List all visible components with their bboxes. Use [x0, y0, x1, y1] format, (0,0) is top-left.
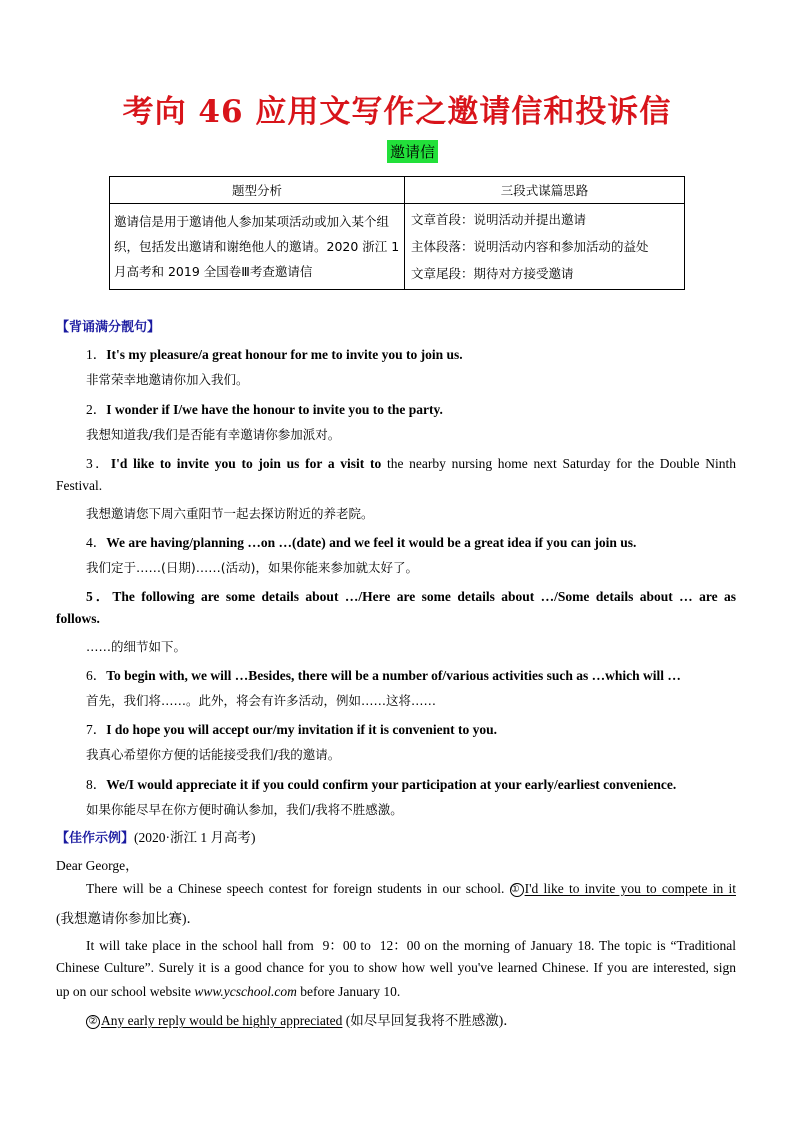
item-number: 4．	[86, 535, 107, 550]
letter-greeting: Dear George，	[56, 858, 139, 873]
page-title: 考向 46 应用文写作之邀请信和投诉信	[122, 94, 672, 130]
sentence-en-continued: Festival.	[56, 478, 103, 493]
annotation-zh: (我想邀请你参加比赛)．	[56, 911, 200, 926]
sentence-zh: 非常荣幸地邀请你加入我们。	[86, 372, 249, 387]
paragraph-line	[56, 984, 400, 1000]
annotation-zh: (如尽早回复我将不胜感激)．	[342, 1013, 517, 1028]
list-item	[86, 343, 463, 363]
letter-paragraph-2	[86, 934, 736, 954]
section-heading: 【佳作示例】	[56, 831, 135, 846]
list-item	[86, 452, 736, 472]
analysis-cell: 邀请信是用于邀请他人参加某项活动或加入某个组织，包括发出邀请和谢绝他人的邀请。2020 浙江 1 月高考和 2019 全国卷Ⅲ考查邀请信	[110, 204, 405, 290]
section-heading: 【背诵满分靓句】	[56, 320, 161, 335]
analysis-table	[109, 176, 685, 290]
website-text: www.ycschool.com	[194, 984, 297, 999]
item-number: 1．	[86, 347, 107, 362]
list-item	[86, 718, 497, 738]
sentence-en-continued: follows.	[56, 611, 100, 626]
sentence-en: It's my pleasure/a great honour for me to invite you to join us.	[106, 347, 463, 362]
table-row	[110, 204, 685, 290]
sentence-en: I do hope you will accept our/my invitation if it is convenient to you.	[106, 722, 498, 737]
structure-line: 文章首段：说明活动并提出邀请	[411, 212, 587, 227]
item-number: 3．	[86, 456, 111, 471]
item-number: 8．	[86, 777, 107, 792]
time-end: 12：00	[379, 938, 421, 953]
section-heading-row	[56, 826, 256, 846]
table-header: 题型分析	[110, 177, 405, 204]
sentence-zh: 首先，我们将……。此外，将会有许多活动，例如……这将……	[86, 693, 437, 708]
sentence-en: The following are some details about …/Here are some details about …/Some details about … are as	[112, 589, 737, 604]
paragraph-text: up on our school website	[56, 984, 195, 999]
paragraph-text: It will take place in the school hall from	[86, 938, 314, 953]
letter-paragraph-1	[86, 881, 736, 897]
item-number: 6．	[86, 668, 107, 683]
structure-cell	[405, 204, 685, 290]
sentence-zh: 如果你能尽早在你方便时确认参加，我们/我将不胜感激。	[86, 802, 403, 817]
section-source: (2020·浙江 1 月高考)	[134, 830, 256, 845]
circled-number-2: ②	[86, 1015, 100, 1029]
sentence-en: We are having/planning …on …(date) and we feel it would be a great idea if you can join us.	[106, 535, 637, 550]
list-item	[86, 398, 443, 418]
paragraph-line: Chinese Culture”. Surely it is a good chance for you to show how well you've learned Chinese. If you are interested, sign	[56, 960, 736, 975]
sentence-en-rest: the nearby nursing home next Saturday for the Double Ninth	[381, 456, 736, 471]
sentence-en-bold: I'd like to invite you to join us for a visit to	[110, 456, 382, 471]
sentence-zh: 我们定于……(日期)……(活动)，如果你能来参加就太好了。	[86, 560, 419, 575]
sentence-zh: ……的细节如下。	[86, 639, 187, 654]
structure-line: 文章尾段：期待对方接受邀请	[411, 266, 574, 281]
item-number: 5．	[86, 589, 113, 604]
time-start: 9：00	[322, 938, 357, 953]
letter-paragraph-3	[86, 1009, 517, 1029]
sentence-en: We/I would appreciate it if you could confirm your participation at your early/earliest convenience.	[106, 777, 677, 792]
list-item	[86, 664, 681, 684]
sentence-zh: 我想知道我/我们是否能有幸邀请你参加派对。	[86, 427, 341, 442]
table-header: 三段式谋篇思路	[405, 177, 685, 204]
section-tag: 邀请信	[387, 140, 438, 163]
paragraph-text: to	[360, 938, 371, 953]
sentence-zh: 我真心希望你方便的话能接受我们/我的邀请。	[86, 747, 341, 762]
paragraph-text: on the morning of January 18. The topic is “Traditional	[424, 938, 737, 953]
circled-number-1: ①	[510, 883, 524, 897]
list-item	[86, 585, 736, 605]
sentence-en: To begin with, we will …Besides, there will be a number of/various activities such as …which will …	[106, 668, 681, 683]
item-number: 7．	[86, 722, 107, 737]
sentence-en: I wonder if I/we have the honour to invite you to the party.	[106, 402, 443, 417]
paragraph-text: before January 10.	[296, 984, 401, 999]
underlined-sentence: I'd like to invite you to compete in it	[524, 881, 736, 896]
paragraph-text: There will be a Chinese speech contest for foreign students in our school.	[86, 881, 510, 896]
item-number: 2．	[86, 402, 107, 417]
structure-line: 主体段落：说明活动内容和参加活动的益处	[411, 239, 649, 254]
table-header-row	[110, 177, 685, 204]
list-item	[86, 773, 676, 793]
sentence-zh: 我想邀请您下周六重阳节一起去探访附近的养老院。	[86, 506, 374, 521]
list-item	[86, 531, 636, 551]
underlined-sentence: Any early reply would be highly appreciated	[101, 1013, 343, 1028]
